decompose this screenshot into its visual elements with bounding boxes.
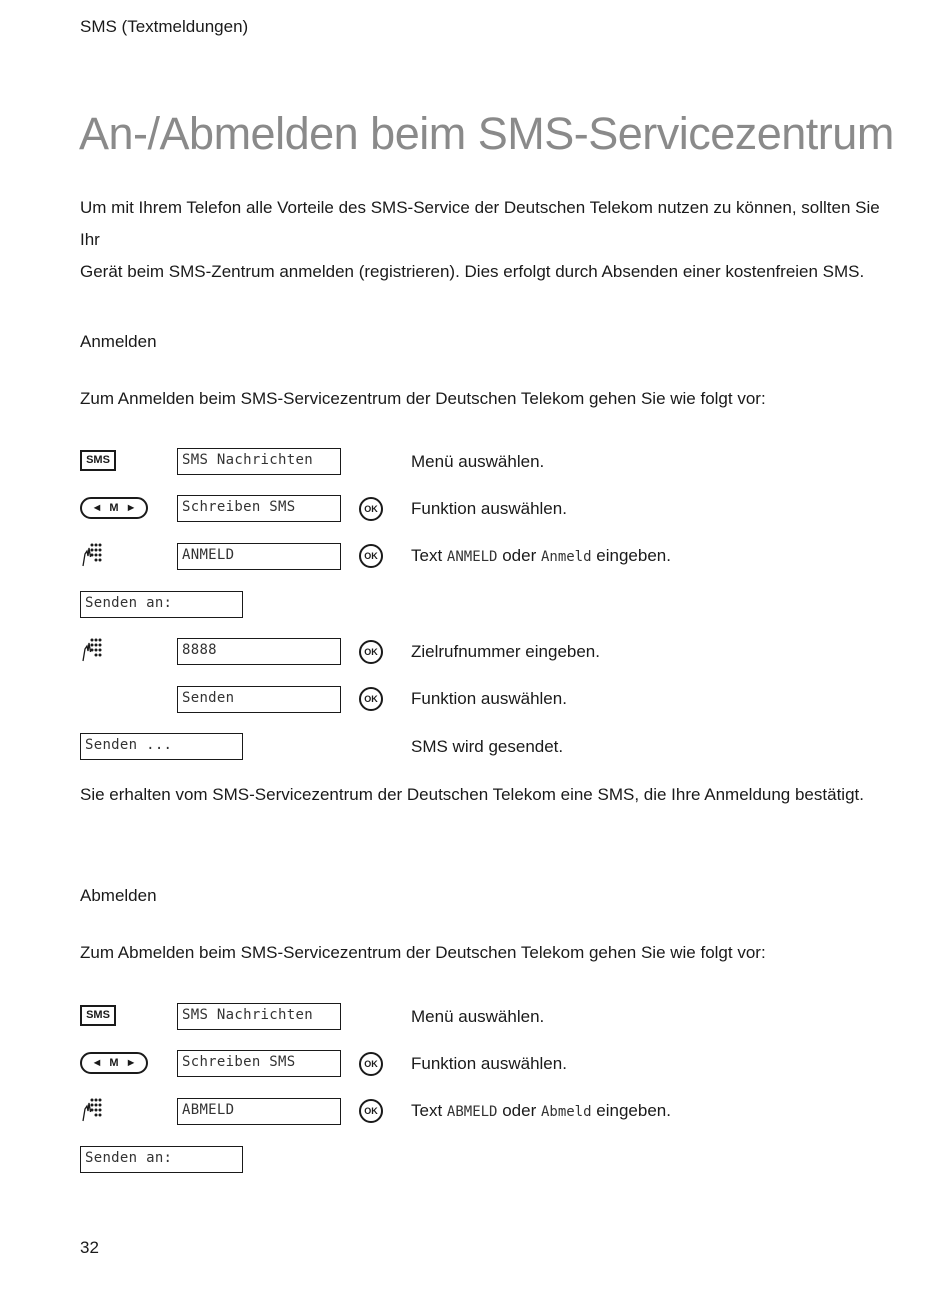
keypad-input-icon xyxy=(80,542,102,568)
nav-m-key-icon xyxy=(80,497,148,519)
arrow-left-icon: ◄ xyxy=(91,1057,103,1069)
intro-line-1: Um mit Ihrem Telefon alle Vorteile des SMS-Service der Deutschen Telekom nutzen zu können, sollten Sie Ihr xyxy=(80,198,880,249)
display-senden-an: Senden an: xyxy=(80,1146,243,1173)
intro-paragraph xyxy=(80,192,880,288)
page-number: 32 xyxy=(80,1238,99,1257)
m-key-label: M xyxy=(109,502,119,514)
arrow-left-icon: ◄ xyxy=(91,502,103,514)
anmelden-lead: Zum Anmelden beim SMS-Servicezentrum der Deutschen Telekom gehen Sie wie folgt vor: xyxy=(80,389,766,408)
sms-key-icon: SMS xyxy=(80,450,116,471)
section-heading-anmelden: Anmelden xyxy=(80,332,157,351)
ok-key-icon: OK xyxy=(359,1099,383,1123)
step-description xyxy=(411,546,671,566)
code-abmeld-upper: ABMELD xyxy=(446,1104,498,1120)
page-title: An-/Abmelden beim SMS-Servicezentrum xyxy=(79,108,894,159)
display-schreiben-sms: Schreiben SMS xyxy=(177,1050,341,1077)
ok-key-icon: OK xyxy=(359,1052,383,1076)
step-description: Menü auswählen. xyxy=(411,1007,545,1026)
display-anmeld: ANMELD xyxy=(177,543,341,570)
step-description: Funktion auswählen. xyxy=(411,689,567,708)
desc-text: eingeben. xyxy=(591,1101,671,1120)
display-senden-progress: Senden ... xyxy=(80,733,243,760)
display-sms-nachrichten: SMS Nachrichten xyxy=(177,1003,341,1030)
abmelden-lead: Zum Abmelden beim SMS-Servicezentrum der Deutschen Telekom gehen Sie wie folgt vor: xyxy=(80,943,766,962)
arrow-right-icon: ► xyxy=(125,502,137,514)
display-schreiben-sms: Schreiben SMS xyxy=(177,495,341,522)
step-description xyxy=(411,1101,671,1121)
code-abmeld-lower: Abmeld xyxy=(540,1104,592,1120)
running-header: SMS (Textmeldungen) xyxy=(80,17,249,36)
ok-key-icon: OK xyxy=(359,544,383,568)
intro-line-2: Gerät beim SMS-Zentrum anmelden (registrieren). Dies erfolgt durch Absenden einer kostenfreien SMS. xyxy=(80,262,865,281)
ok-key-icon: OK xyxy=(359,640,383,664)
display-senden: Senden xyxy=(177,686,341,713)
desc-text: Text xyxy=(411,546,447,565)
ok-key-icon: OK xyxy=(359,497,383,521)
desc-text: oder xyxy=(497,546,541,565)
display-senden-an: Senden an: xyxy=(80,591,243,618)
anmelden-result: Sie erhalten vom SMS-Servicezentrum der Deutschen Telekom eine SMS, die Ihre Anmeldung bestätigt. xyxy=(80,785,864,804)
code-anmeld-lower: Anmeld xyxy=(540,549,592,565)
desc-text: eingeben. xyxy=(591,546,671,565)
step-description: Funktion auswählen. xyxy=(411,499,567,518)
code-anmeld-upper: ANMELD xyxy=(446,549,498,565)
arrow-right-icon: ► xyxy=(125,1057,137,1069)
section-heading-abmelden: Abmelden xyxy=(80,886,157,905)
m-key-label: M xyxy=(109,1057,119,1069)
nav-m-key-icon xyxy=(80,1052,148,1074)
desc-text: oder xyxy=(497,1101,541,1120)
display-8888: 8888 xyxy=(177,638,341,665)
step-description: Zielrufnummer eingeben. xyxy=(411,642,600,661)
step-description: Funktion auswählen. xyxy=(411,1054,567,1073)
keypad-input-icon xyxy=(80,637,102,663)
display-abmeld: ABMELD xyxy=(177,1098,341,1125)
keypad-input-icon xyxy=(80,1097,102,1123)
display-sms-nachrichten: SMS Nachrichten xyxy=(177,448,341,475)
step-description: Menü auswählen. xyxy=(411,452,545,471)
step-description: SMS wird gesendet. xyxy=(411,737,564,756)
desc-text: Text xyxy=(411,1101,447,1120)
sms-key-icon: SMS xyxy=(80,1005,116,1026)
ok-key-icon: OK xyxy=(359,687,383,711)
